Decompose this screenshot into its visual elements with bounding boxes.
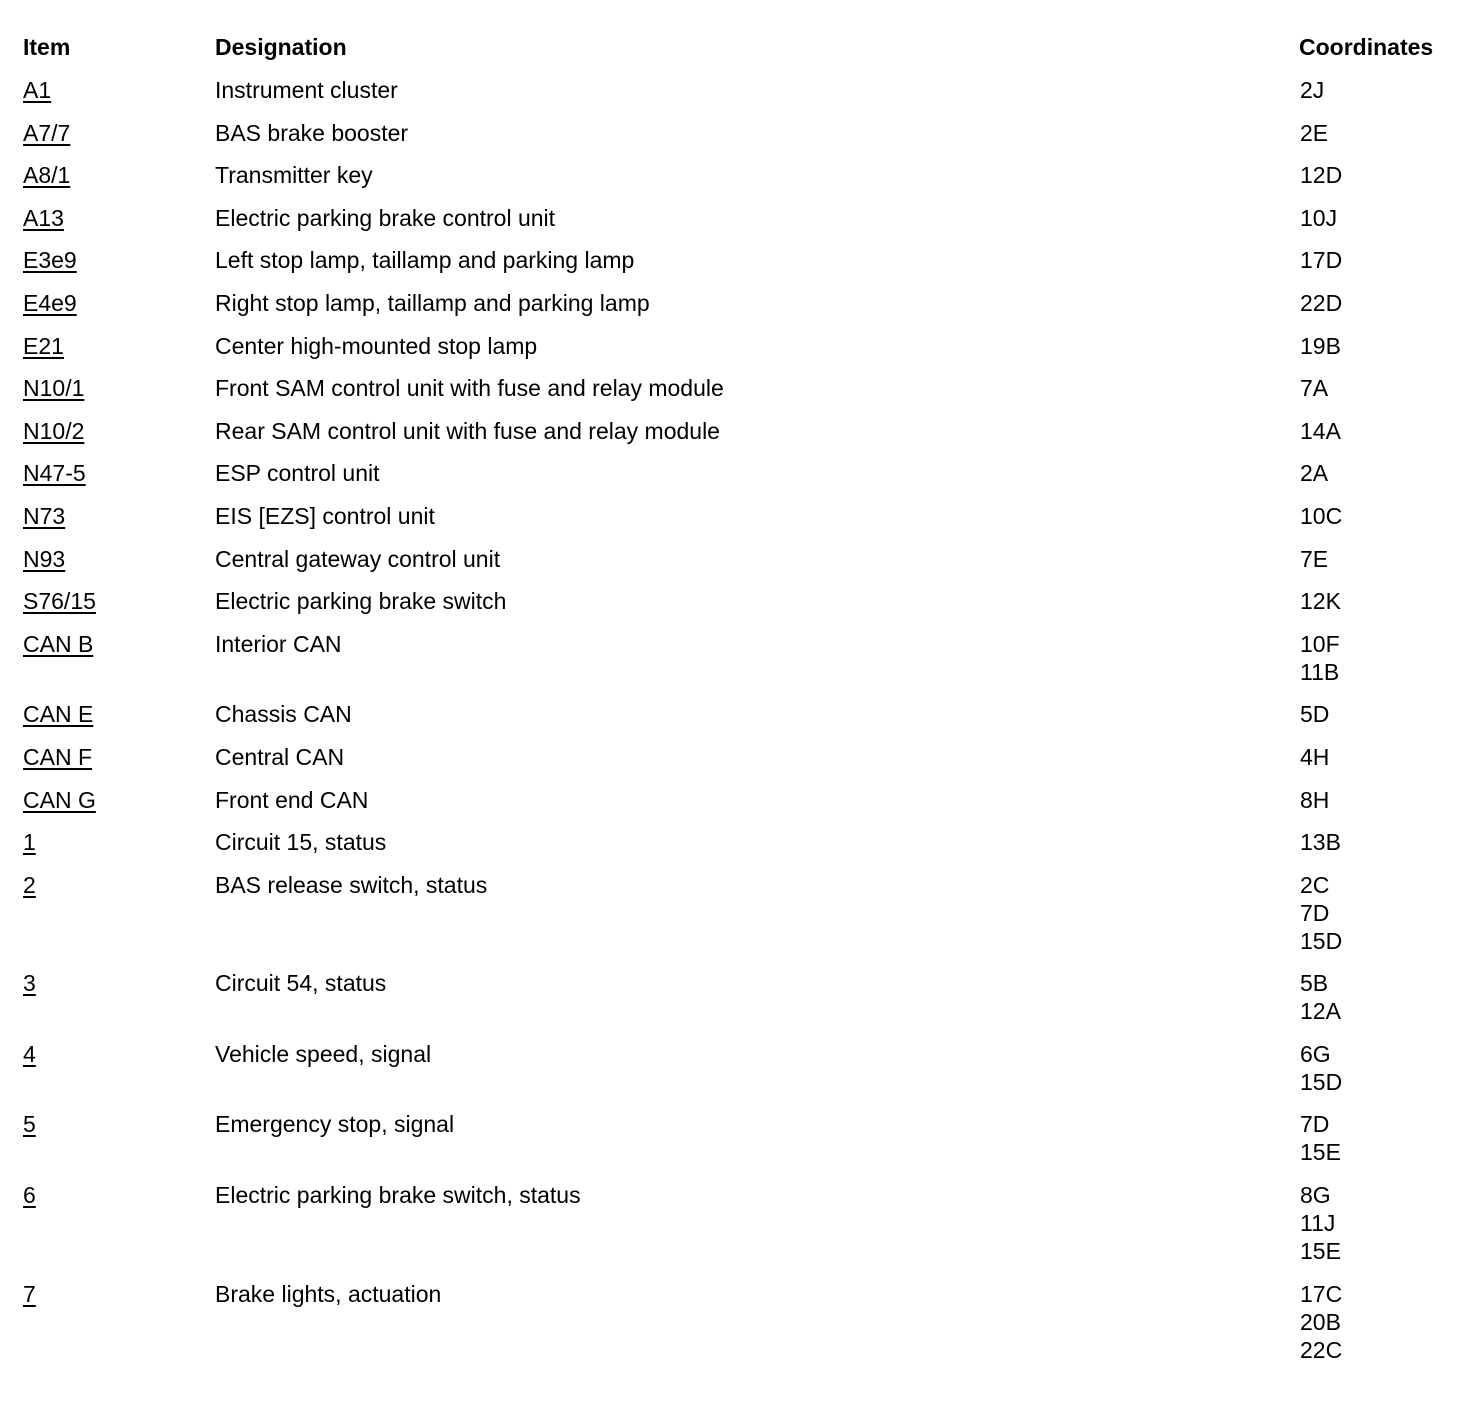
header-coordinates: Coordinates (1299, 34, 1434, 60)
designation-cell: Front SAM control unit with fuse and relay module (215, 375, 724, 402)
designation-cell: ESP control unit (215, 460, 380, 487)
coordinates-cell (1300, 700, 1460, 728)
designation-cell: Center high-mounted stop lamp (215, 332, 538, 359)
item-cell (0, 1181, 215, 1209)
item-cell (0, 630, 215, 658)
table-row (0, 289, 1472, 317)
coordinates-cell (1300, 204, 1460, 232)
item-link[interactable]: CAN B (23, 630, 94, 657)
coordinate-value: 7A (1300, 375, 1329, 402)
coordinate-value: 20B (1300, 1308, 1341, 1335)
coordinates-cell (1300, 969, 1460, 1025)
coordinate-value: 12K (1300, 588, 1341, 615)
item-cell (0, 502, 215, 530)
designation-cell: Emergency stop, signal (215, 1111, 455, 1138)
table-row (0, 969, 1472, 1025)
coordinate-value: 7D (1300, 1111, 1330, 1138)
coordinates-cell (1300, 786, 1460, 814)
item-link[interactable]: 2 (23, 871, 36, 898)
coordinates-cell (1300, 417, 1460, 445)
item-link[interactable]: E4e9 (23, 289, 77, 316)
coordinate-value: 2E (1300, 119, 1329, 146)
coordinate-value: 13B (1300, 829, 1341, 856)
table-row (0, 76, 1472, 104)
coordinates-cell (1300, 119, 1460, 147)
table-row (0, 119, 1472, 147)
coordinate-value: 11J (1300, 1210, 1336, 1237)
coordinates-cell (1300, 374, 1460, 402)
table-row (0, 332, 1472, 360)
table-row (0, 786, 1472, 814)
coordinate-value: 14A (1300, 417, 1341, 444)
coordinate-value: 5D (1300, 701, 1330, 728)
coordinates-cell (1300, 1110, 1460, 1166)
coordinate-value: 22C (1300, 1336, 1343, 1363)
header-designation: Designation (215, 34, 347, 60)
item-cell (0, 204, 215, 232)
table-row (0, 1280, 1472, 1364)
designation-cell: Circuit 15, status (215, 829, 387, 856)
table-body (0, 76, 1472, 1378)
item-cell (0, 374, 215, 402)
coordinate-value: 15E (1300, 1139, 1341, 1166)
coordinates-cell (1300, 1280, 1460, 1364)
designation-cell: Rear SAM control unit with fuse and relay module (215, 417, 720, 444)
item-cell (0, 332, 215, 360)
coordinates-cell (1300, 1181, 1460, 1265)
coordinate-value: 19B (1300, 332, 1341, 359)
designation-cell: Instrument cluster (215, 77, 398, 103)
designation-cell: Interior CAN (215, 630, 342, 657)
coordinates-cell (1300, 289, 1460, 317)
item-cell (0, 459, 215, 487)
coordinates-cell (1300, 587, 1460, 615)
designation-cell: Brake lights, actuation (215, 1280, 442, 1307)
coordinate-value: 17D (1300, 247, 1343, 274)
table-row (0, 417, 1472, 445)
item-cell (0, 246, 215, 274)
coordinates-cell (1300, 743, 1460, 771)
coordinates-cell (1300, 161, 1460, 189)
designation-cell: BAS brake booster (215, 119, 409, 146)
item-link[interactable]: 4 (23, 1040, 36, 1067)
coordinate-value: 11B (1300, 658, 1340, 685)
item-cell (0, 161, 215, 189)
designation-cell: Vehicle speed, signal (215, 1040, 432, 1067)
designation-cell: Central CAN (215, 743, 345, 770)
item-link[interactable]: A7/7 (23, 119, 71, 146)
designation-cell: Right stop lamp, taillamp and parking lamp (215, 289, 650, 316)
coordinate-value: 22D (1300, 289, 1343, 316)
item-link[interactable]: 6 (23, 1182, 36, 1209)
coordinates-cell (1300, 871, 1460, 955)
table-row (0, 246, 1472, 274)
item-cell (0, 119, 215, 147)
coordinates-cell (1300, 459, 1460, 487)
coordinate-value: 10F (1300, 630, 1340, 657)
table-row (0, 871, 1472, 955)
item-cell (0, 1040, 215, 1068)
coordinate-value: 5B (1300, 970, 1329, 997)
item-link[interactable]: N47-5 (23, 460, 86, 487)
coordinate-value: 6G (1300, 1040, 1331, 1067)
item-cell (0, 76, 215, 104)
designation-cell: BAS release switch, status (215, 871, 488, 898)
coordinates-cell (1300, 630, 1460, 686)
item-link[interactable]: 3 (23, 970, 36, 997)
coordinates-cell (1300, 502, 1460, 530)
coordinates-cell (1300, 332, 1460, 360)
table-row (0, 743, 1472, 771)
coordinate-value: 2C (1300, 871, 1330, 898)
coordinate-value: 17C (1300, 1280, 1343, 1307)
item-link[interactable]: 5 (23, 1111, 36, 1138)
table-row (0, 161, 1472, 189)
table-row (0, 587, 1472, 615)
item-link[interactable]: 7 (23, 1280, 36, 1307)
item-link[interactable]: A1 (23, 77, 52, 103)
designation-cell: Electric parking brake switch (215, 588, 507, 615)
item-link[interactable]: S76/15 (23, 588, 96, 615)
header-item: Item (23, 34, 71, 60)
item-cell (0, 871, 215, 899)
item-cell (0, 545, 215, 573)
table-row (0, 1181, 1472, 1265)
item-link[interactable]: A13 (23, 204, 64, 231)
item-link[interactable]: E21 (23, 332, 64, 359)
item-cell (0, 1280, 215, 1308)
designation-cell: Circuit 54, status (215, 970, 387, 997)
item-cell (0, 1110, 215, 1138)
coordinate-value: 7E (1300, 545, 1329, 572)
item-link[interactable]: 1 (23, 829, 36, 856)
table-row (0, 1040, 1472, 1096)
coordinate-value: 10J (1300, 204, 1338, 231)
coordinate-value: 12D (1300, 162, 1343, 189)
table-row (0, 828, 1472, 856)
coordinates-cell (1300, 246, 1460, 274)
item-link[interactable]: A8/1 (23, 162, 71, 189)
table-row (0, 374, 1472, 402)
item-cell (0, 700, 215, 728)
designation-cell: Transmitter key (215, 162, 373, 189)
coordinate-value: 2J (1300, 77, 1325, 103)
item-link[interactable]: N10/2 (23, 417, 85, 444)
table-row (0, 1110, 1472, 1166)
item-cell (0, 786, 215, 814)
item-link[interactable]: CAN E (23, 701, 94, 728)
coordinate-value: 8H (1300, 786, 1330, 813)
item-link[interactable]: N10/1 (23, 375, 85, 402)
coordinate-value: 8G (1300, 1182, 1331, 1209)
item-link[interactable]: E3e9 (23, 247, 77, 274)
designation-cell: Left stop lamp, taillamp and parking lamp (215, 247, 635, 274)
coordinate-value: 10C (1300, 502, 1343, 529)
table-row (0, 204, 1472, 232)
coordinate-value: 7D (1300, 899, 1330, 926)
item-link[interactable]: N73 (23, 502, 66, 529)
coordinates-cell (1300, 545, 1460, 573)
item-cell (0, 587, 215, 615)
item-link[interactable]: CAN F (23, 743, 92, 770)
table-row (0, 459, 1472, 487)
item-link[interactable]: CAN G (23, 786, 96, 813)
item-cell (0, 969, 215, 997)
table-row (0, 630, 1472, 686)
coordinates-cell (1300, 1040, 1460, 1096)
coordinates-cell (1300, 76, 1460, 104)
coordinate-value: 15D (1300, 1068, 1343, 1095)
designation-cell: Front end CAN (215, 786, 369, 813)
table-row (0, 700, 1472, 728)
coordinate-value: 15E (1300, 1238, 1341, 1265)
item-cell (0, 289, 215, 317)
designation-cell: Electric parking brake control unit (215, 204, 556, 231)
table-row (0, 545, 1472, 573)
coordinate-value: 12A (1300, 998, 1341, 1025)
coordinate-value: 15D (1300, 927, 1343, 954)
designation-cell: Central gateway control unit (215, 545, 501, 572)
coordinate-value: 4H (1300, 743, 1330, 770)
table-row (0, 502, 1472, 530)
item-cell (0, 417, 215, 445)
designation-cell: Electric parking brake switch, status (215, 1182, 581, 1209)
designation-cell: Chassis CAN (215, 701, 352, 728)
item-link[interactable]: N93 (23, 545, 66, 572)
coordinates-cell (1300, 828, 1460, 856)
coordinate-value: 2A (1300, 460, 1329, 487)
item-cell (0, 743, 215, 771)
item-cell (0, 828, 215, 856)
designation-cell: EIS [EZS] control unit (215, 502, 435, 529)
